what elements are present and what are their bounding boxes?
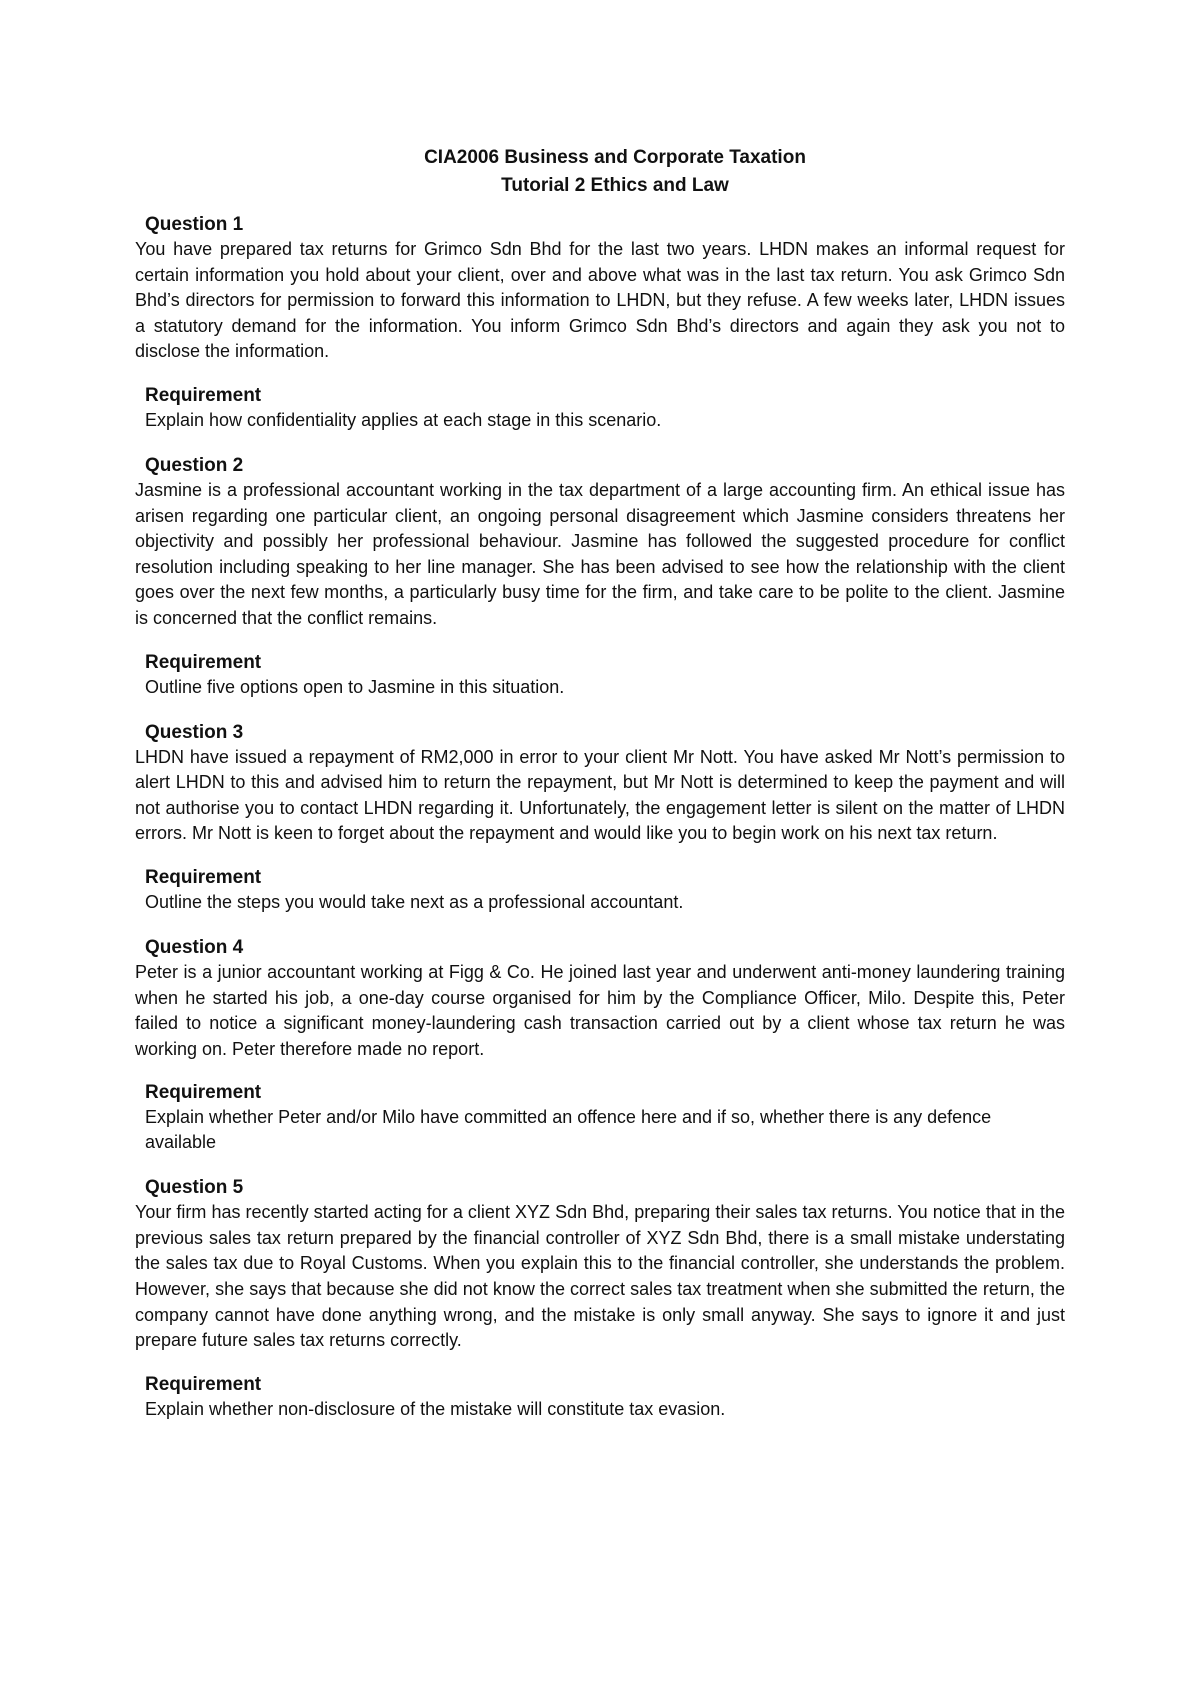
course-title: CIA2006 Business and Corporate Taxation [424, 147, 806, 168]
question-4 [135, 935, 1065, 1062]
question-4-requirement-text: Explain whether Peter and/or Milo have committed an offence here and if so, whether there is any defence available [145, 1107, 992, 1153]
question-2-requirement-heading: Requirement [145, 651, 262, 673]
question-3-heading: Question 3 [145, 721, 244, 743]
question-3-requirement [135, 865, 1065, 915]
question-3-body: LHDN have issued a repayment of RM2,000 in error to your client Mr Nott. You have asked Mr Nott’s permission to alert LHDN to this and advised him to return the repayment, but Mr Nott is determined to keep the payment and will not authorise you to contact LHDN regarding it. Unfortunately, the engagement letter is silent on the matter of LHDN errors. Mr Nott is keen to forget about the repayment and would like you to begin work on his next tax return. [135, 746, 1065, 844]
question-4-heading: Question 4 [145, 936, 244, 958]
question-2-heading: Question 2 [145, 454, 244, 476]
question-2-body: Jasmine is a professional accountant working in the tax department of a large accounting firm. An ethical issue has arisen regarding one particular client, an ongoing personal disagreement which Jasmine considers threatens her objectivity and possibly her professional behaviour. Jasmine has followed the suggested procedure for conflict resolution including speaking to her line manager. She has been advised to see how the relationship with the client goes over the next few months, a particularly busy time for the firm, and take care to be polite to the client. Jasmine is concerned that the conflict remains. [135, 479, 1065, 628]
document-title [150, 144, 1080, 200]
question-5 [135, 1175, 1065, 1354]
question-3-requirement-text: Outline the steps you would take next as a professional accountant. [145, 891, 684, 912]
question-5-requirement-heading: Requirement [145, 1373, 262, 1395]
question-5-requirement-text: Explain whether non-disclosure of the mistake will constitute tax evasion. [145, 1398, 726, 1419]
document-page [135, 144, 1065, 1442]
tutorial-title: Tutorial 2 Ethics and Law [501, 175, 729, 196]
question-4-body: Peter is a junior accountant working at Figg & Co. He joined last year and underwent anti-money laundering training when he started his job, a one-day course organised for him by the Compliance Officer, Milo. Despite this, Peter failed to notice a significant money-laundering cash transaction carried out by a client whose tax return he was working on. Peter therefore made no report. [135, 961, 1065, 1059]
question-3 [135, 720, 1065, 847]
question-2-requirement-text: Outline five options open to Jasmine in this situation. [145, 676, 565, 697]
question-1-requirement-heading: Requirement [145, 384, 262, 406]
question-1 [135, 212, 1065, 365]
question-5-requirement [135, 1372, 1065, 1422]
question-1-requirement [135, 383, 1065, 433]
question-1-body: You have prepared tax returns for Grimco Sdn Bhd for the last two years. LHDN makes an informal request for certain information you hold about your client, over and above what was in the last tax return. You ask Grimco Sdn Bhd’s directors for permission to forward this information to LHDN, but they refuse. A few weeks later, LHDN issues a statutory demand for the information. You inform Grimco Sdn Bhd’s directors and again they ask you not to disclose the information. [135, 239, 1065, 362]
question-1-requirement-text: Explain how confidentiality applies at each stage in this scenario. [145, 409, 662, 430]
question-4-requirement-heading: Requirement [145, 1082, 262, 1104]
question-3-requirement-heading: Requirement [145, 866, 262, 888]
question-5-heading: Question 5 [145, 1177, 244, 1199]
question-2 [135, 453, 1065, 632]
question-4-requirement [135, 1080, 1065, 1155]
question-2-requirement [135, 650, 1065, 700]
question-1-heading: Question 1 [145, 214, 244, 235]
question-5-body: Your firm has recently started acting for a client XYZ Sdn Bhd, preparing their sales tax returns. You notice that in the previous sales tax return prepared by the financial controller of XYZ Sdn Bhd, there is a small mistake understating the sales tax due to Royal Customs. When you explain this to the financial controller, she understands the problem. However, she says that because she did not know the correct sales tax treatment when she submitted the return, the company cannot have done anything wrong, and the mistake is only small anyway. She says to ignore it and just prepare future sales tax returns correctly. [135, 1202, 1065, 1351]
